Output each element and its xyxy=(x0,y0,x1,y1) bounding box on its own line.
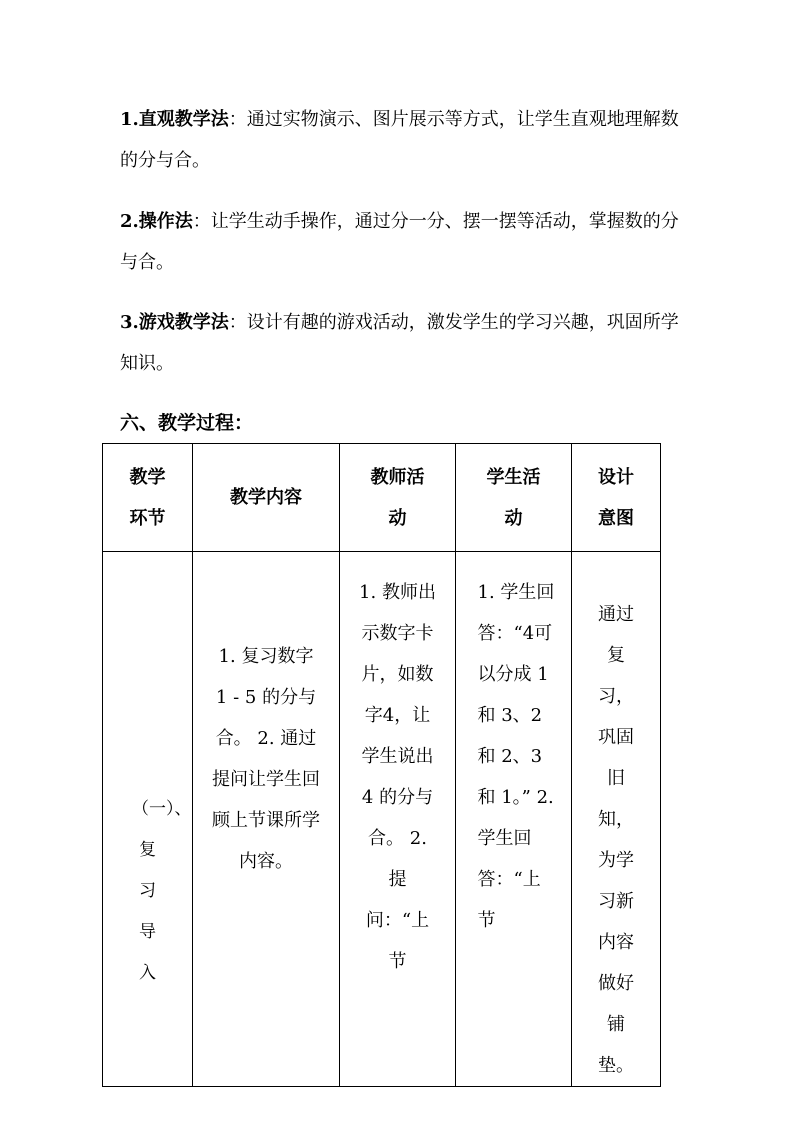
cell-content: 1. 复习数字 1 - 5 的分与合。 2. 通过提问让学生回顾上节课所学内容。 xyxy=(193,552,340,1087)
method-1-sep: ： xyxy=(228,109,247,130)
method-2-text: 让学生动手操作，通过分一分、摆一摆等活动，掌握数的分与合。 xyxy=(120,211,679,273)
method-1-title: 1.直观教学法 xyxy=(120,109,229,130)
cell-teacher: 1. 教师出示数字卡片，如数字4，让学生说出 4 的分与合。 2. 提问：“上节 xyxy=(340,552,456,1087)
header-stage: 教学环节 xyxy=(103,444,193,552)
teaching-process-table xyxy=(102,443,661,1087)
method-1 xyxy=(120,99,695,181)
method-2-sep: ： xyxy=(192,211,211,232)
cell-student: 1. 学生回答：“4可以分成 1 和 3、2 和 2、3 和 1。” 2. 学生回答：“上节 xyxy=(456,552,572,1087)
method-1-text: 通过实物演示、图片展示等方式，让学生直观地理解数的分与合。 xyxy=(120,109,679,171)
header-intent: 设计意图 xyxy=(572,444,661,552)
section-heading: 六、教学过程： xyxy=(120,412,254,434)
header-student: 学生活动 xyxy=(456,444,572,552)
method-2 xyxy=(120,201,695,283)
table-row xyxy=(103,552,661,1087)
method-3-title: 3.游戏教学法 xyxy=(120,312,229,333)
method-3 xyxy=(120,302,695,384)
cell-stage: （一）、复习导入 xyxy=(103,552,193,1087)
method-2-title: 2.操作法 xyxy=(120,211,193,232)
method-3-sep: ： xyxy=(228,312,247,333)
cell-intent: 通过复习，巩固旧知，为学习新内容做好铺垫。 xyxy=(572,552,661,1087)
table-header-row xyxy=(103,444,661,552)
method-3-text: 设计有趣的游戏活动，激发学生的学习兴趣，巩固所学知识。 xyxy=(120,312,679,374)
header-content: 教学内容 xyxy=(193,444,340,552)
header-teacher: 教师活动 xyxy=(340,444,456,552)
